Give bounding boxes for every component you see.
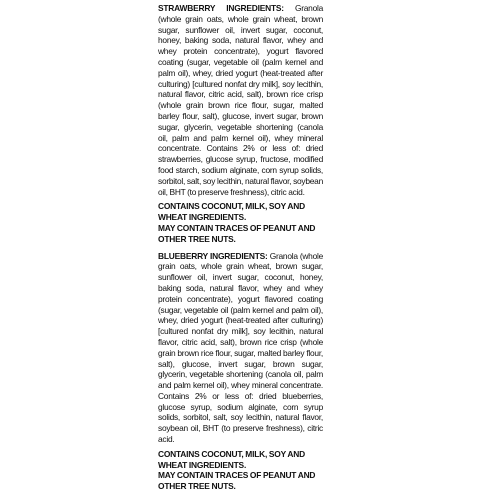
strawberry-section xyxy=(158,3,323,245)
strawberry-ingredients-paragraph xyxy=(158,3,323,197)
strawberry-allergen-block xyxy=(158,201,323,244)
strawberry-ingredients-text: Granola (whole grain oats, whole grain wheat, brown sugar, sunflower oil, invert sugar, coconut, honey, baking soda, natural flavor, whey and whey protein concentrate), yogurt flavored coating (sugar, vegetable oil (palm kernel and palm oil), whey, dried yogurt (heat-treated after culturing) [cultured nonfat dry milk], soy lecithin, natural flavor, citric acid, salt), brown rice crisp (whole grain brown rice flour, sugar, malted barley flour, salt), glucose, invert sugar, brown sugar, glycerin, vegetable shortening (canola oil, palm and palm kernel oil), whey mineral concentrate. Contains 2% or less of: dried strawberries, glucose syrup, fructose, modified food starch, sodium alginate, corn syrup solids, sorbitol, salt, soy lecithin, natural flavor, soybean oil, BHT (to preserve freshness), citric acid. xyxy=(158,3,323,197)
blueberry-allergen-block xyxy=(158,449,323,492)
strawberry-contains-statement: CONTAINS COCONUT, MILK, SOY AND WHEAT INGREDIENTS. xyxy=(158,201,305,223)
blueberry-ingredients-text: Granola (whole grain oats, whole grain wheat, brown sugar, sunflower oil, invert sugar, coconut, honey, baking soda, natural flavor, whey and whey protein concentrate), yogurt flavored coating (sugar, vegetable oil (palm kernel and palm oil), whey, dried yogurt (heat-treated after culturing) [cultured nonfat dry milk], soy lecithin, natural flavor, citric acid, salt), brown rice crisp (whole grain brown rice flour, sugar, malted barley flour, salt), glucose, invert sugar, brown sugar, glycerin, vegetable shortening (canola oil, palm and palm kernel oil), whey mineral concentrate. Contains 2% or less of: dried blueberries, glucose syrup, sodium alginate, corn syrup solids, sorbitol, salt, soy lecithin, natural flavor, soybean oil, BHT (to preserve freshness), citric acid. xyxy=(158,250,323,445)
blueberry-may-contain-statement: MAY CONTAIN TRACES OF PEANUT AND OTHER TREE NUTS. xyxy=(158,470,316,492)
strawberry-may-contain-statement: MAY CONTAIN TRACES OF PEANUT AND OTHER TREE NUTS. xyxy=(158,222,316,244)
blueberry-contains-statement: CONTAINS COCONUT, MILK, SOY AND WHEAT INGREDIENTS. xyxy=(158,448,305,470)
blueberry-ingredients-paragraph xyxy=(158,251,323,445)
blueberry-section xyxy=(158,251,323,493)
blueberry-ingredients-heading: BLUEBERRY INGREDIENTS: xyxy=(158,250,268,261)
strawberry-ingredients-heading: STRAWBERRY INGREDIENTS: xyxy=(158,3,284,13)
ingredient-label-panel xyxy=(158,3,323,498)
